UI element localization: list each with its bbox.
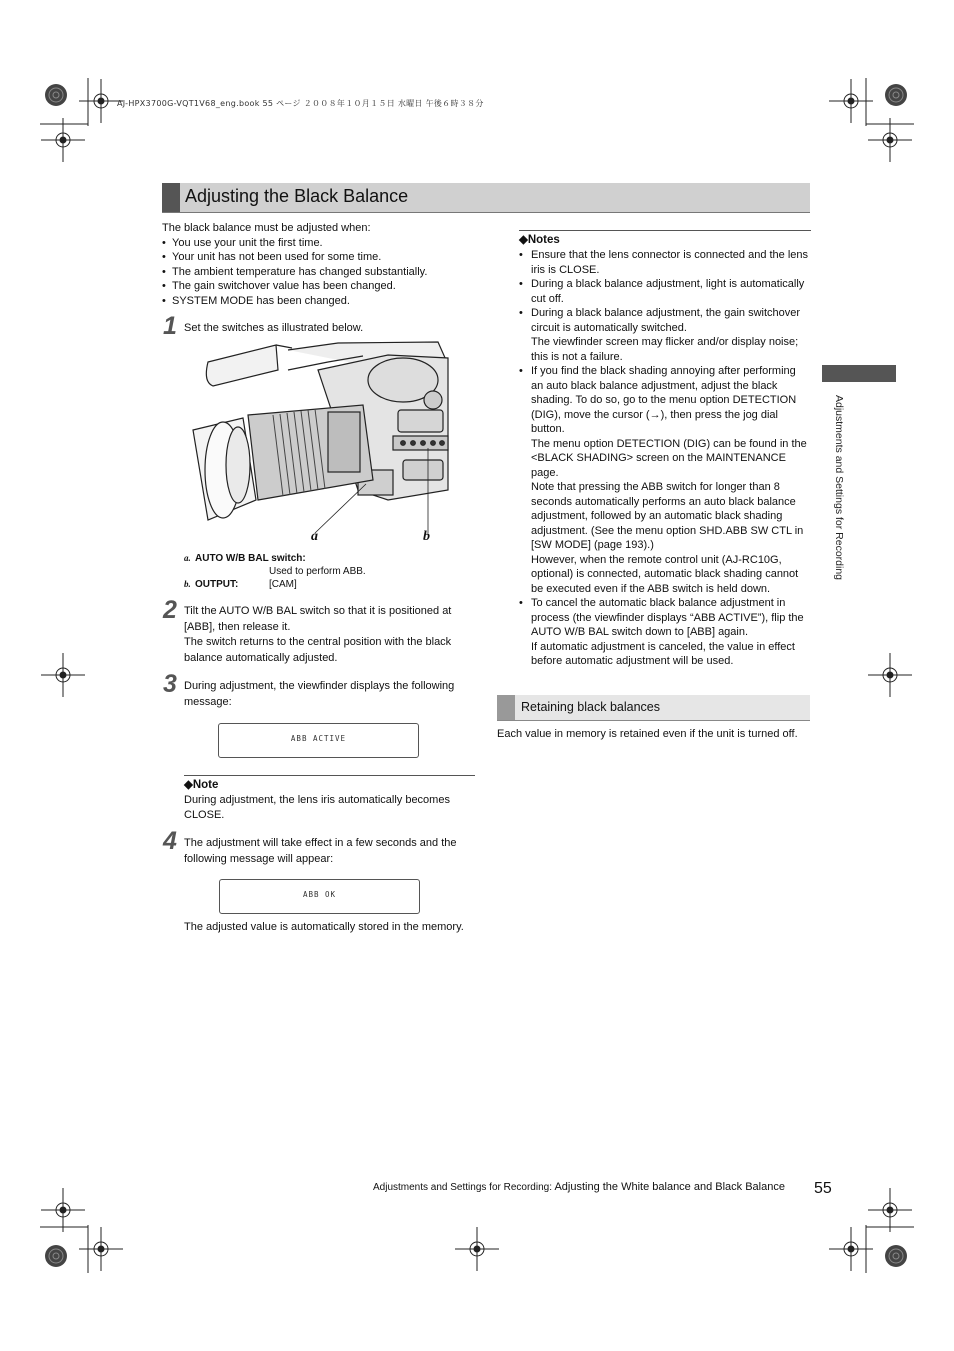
- viewfinder-message-box: [218, 723, 419, 758]
- caption-letter-a: a.: [184, 553, 191, 563]
- notes-item-extra: If automatic adjustment is canceled, the value in effect before automatic adjustment will be used.: [531, 640, 795, 667]
- note-heading: ◆Note: [184, 779, 219, 791]
- figure-label-a: a: [311, 529, 318, 544]
- notes-item-extra: The menu option DETECTION (DIG) can be found in the <BLACK SHADING> screen on the MAINTENANCE page.: [531, 437, 807, 479]
- title-block-marker: [162, 183, 180, 212]
- footer-topic: Adjusting the White balance and Black Balance: [554, 1181, 785, 1193]
- step-sub: The switch returns to the central position with the black balance automatically adjusted.: [184, 636, 452, 664]
- notes-item: [519, 306, 811, 364]
- camera-illustration: [188, 340, 450, 550]
- viewfinder-message: ABB OK: [302, 890, 337, 899]
- caption-desc-a: Used to perform ABB.: [269, 566, 366, 577]
- step-text: [184, 604, 476, 666]
- note-block: [184, 777, 475, 822]
- intro-bullet: • The gain switchover value has been changed.: [162, 279, 492, 294]
- notes-item-extra: Note that pressing the ABB switch for longer than 8 seconds automatically performs an auto black balance adjustment, followed by an automatic black shading adjustment. (See the menu option SHD.ABB SW CTL in [SW MODE] (page 193).): [531, 481, 804, 551]
- page-number: 55: [814, 1180, 832, 1197]
- viewfinder-message: ABB ACTIVE: [290, 734, 347, 743]
- section-title-bar: [162, 183, 810, 213]
- step-main: Tilt the AUTO W/B BAL switch so that it is positioned at [ABB], then release it.: [184, 605, 452, 633]
- intro-bullet: • You use your unit the first time.: [162, 236, 492, 251]
- notes-item-text: • If you find the black shading annoying after performing an auto black balance adjustment, adjust the black shading. To do so, go to the menu option DETECTION (DIG), move the cursor (→), then press the jog dial button.: [531, 365, 797, 435]
- step-number: 1: [163, 312, 177, 340]
- viewfinder-message-box: [219, 879, 420, 914]
- step-number: 3: [163, 670, 177, 698]
- caption-desc-b: [CAM]: [269, 579, 297, 590]
- intro-bullets: [162, 236, 492, 309]
- step-text: During adjustment, the viewfinder displays the following message:: [184, 680, 455, 708]
- notes-item: [519, 277, 811, 306]
- chapter-side-label: Adjustments and Settings for Recording: [833, 395, 845, 581]
- subsection-block-marker: [497, 695, 515, 720]
- chapter-side-tab: [822, 365, 896, 382]
- step-text: The adjustment will take effect in a few seconds and the following message will appear:: [184, 837, 457, 865]
- notes-item-extra: The viewfinder screen may flicker and/or display noise; this is not a failure.: [531, 336, 799, 363]
- after-step-text: The adjusted value is automatically stored in the memory.: [184, 921, 464, 933]
- intro-lead: The black balance must be adjusted when:: [162, 222, 371, 234]
- notes-heading: ◆Notes: [519, 234, 560, 246]
- subsection-heading-bar: [497, 695, 810, 721]
- footer-chapter: Adjustments and Settings for Recording:: [373, 1182, 552, 1193]
- notes-item-text: During a black balance adjustment, light is automatically cut off.: [531, 278, 805, 305]
- step-number: 4: [163, 827, 177, 855]
- caption-letter-b: b.: [184, 579, 191, 589]
- intro-bullet: • The ambient temperature has changed substantially.: [162, 265, 492, 280]
- subsection-text: Each value in memory is retained even if the unit is turned off.: [497, 728, 798, 740]
- note-text: During adjustment, the lens iris automatically becomes CLOSE.: [184, 794, 450, 821]
- notes-separator: [519, 230, 811, 231]
- notes-item: [519, 364, 811, 596]
- note-separator: [184, 775, 475, 776]
- intro-bullet: • Your unit has not been used for some time.: [162, 250, 492, 265]
- section-title: Adjusting the Black Balance: [185, 186, 409, 206]
- notes-item: [519, 248, 811, 277]
- notes-item: [519, 596, 811, 669]
- intro-block: [162, 221, 492, 308]
- subsection-title: Retaining black balances: [521, 700, 660, 714]
- step-text: Set the switches as illustrated below.: [184, 322, 364, 334]
- notes-block: [519, 233, 811, 669]
- notes-item-extra: However, when the remote control unit (AJ-RC10G, optional) is connected, automatic black shading cannot be executed even if the ABB switch is held down.: [531, 553, 799, 595]
- notes-list: [519, 248, 811, 669]
- intro-bullet: • SYSTEM MODE has been changed.: [162, 294, 492, 309]
- figure-label-b: b: [423, 529, 430, 544]
- notes-item-text: • To cancel the automatic black balance adjustment in process (the viewfinder displays “ABB ACTIVE”), flip the AUTO W/B BAL switch down to [ABB] again.: [531, 597, 804, 638]
- caption-title-b: OUTPUT:: [195, 579, 239, 590]
- step-number: 2: [163, 596, 177, 624]
- page-footer: [373, 1181, 785, 1193]
- caption-title-a: AUTO W/B BAL switch:: [195, 553, 306, 564]
- notes-item-text: Ensure that the lens connector is connected and the lens iris is CLOSE.: [531, 249, 809, 276]
- print-header: AJ-HPX3700G-VQT1V68_eng.book 55 ページ ２００８年１０月１５日 水曜日 午後６時３８分: [117, 99, 484, 108]
- notes-item-text: • During a black balance adjustment, the gain switchover circuit is automatically switched.: [531, 307, 801, 334]
